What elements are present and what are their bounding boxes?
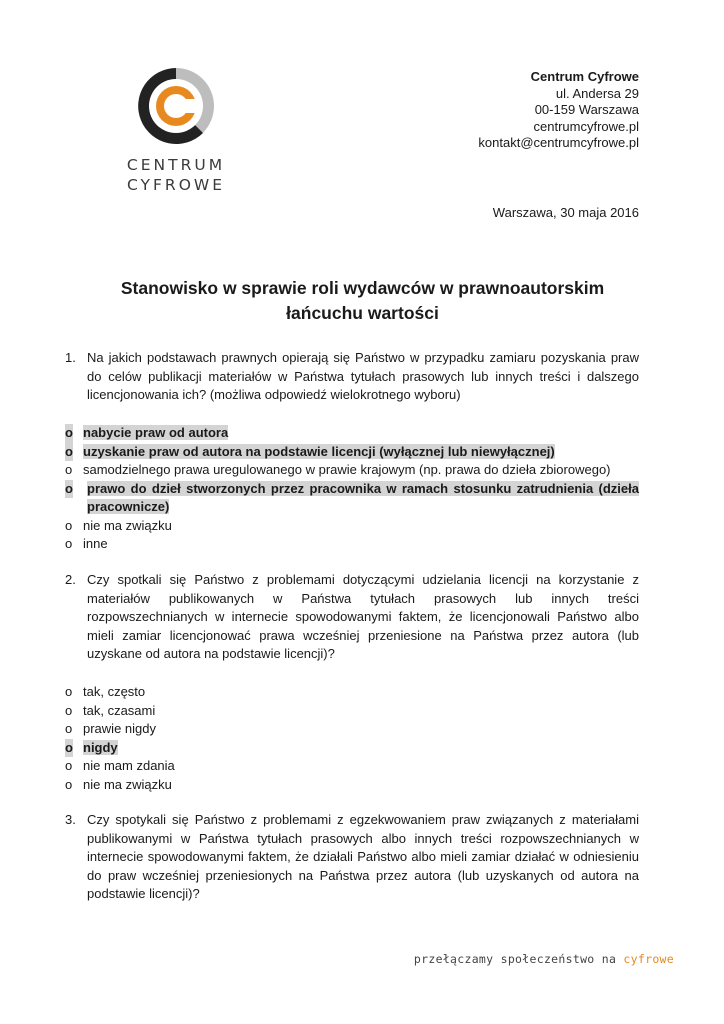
- option-bullet: o: [65, 702, 73, 718]
- option-bullet: o: [65, 776, 73, 792]
- question-text: Czy spotykali się Państwo z problemami z egzekwowaniem praw związanych z materiałami publikowanymi w Państwa tytułach prasowych albo innych treści rozpowszechnianych w internecie spowodowanymi faktem, że działali Państwo albo mieli zamiar działać w odniesieniu do praw wcześniej przeniesionych na Państwa przez autora (lub uzyskanych od autora na podstawie licencji)?: [87, 812, 639, 901]
- option-bullet: o: [65, 480, 73, 499]
- option-label: nabycie praw od autora: [83, 425, 229, 440]
- question-text: Na jakich podstawach prawnych opierają się Państwo w przypadku zamiaru pozyskania praw do celów publikacji materiałów w Państwa tytułach prasowych lub innych treści i dalszego licencjonowania ich? (możliwa odpowiedź wielokrotnego wyboru): [87, 350, 639, 402]
- option-bullet: o: [65, 536, 73, 551]
- logo-c-gap: [176, 99, 198, 113]
- address-web[interactable]: centrumcyfrowe.pl: [533, 118, 639, 134]
- option-item[interactable]: [65, 720, 639, 739]
- question-1: [65, 349, 639, 405]
- option-item[interactable]: [65, 757, 639, 776]
- option-bullet: o: [65, 517, 73, 533]
- option-label: nie ma związku: [83, 776, 172, 792]
- option-bullet: o: [65, 424, 73, 443]
- option-item[interactable]: [65, 535, 639, 554]
- document-title: Stanowisko w sprawie roli wydawców w prawnoautorskim łańcuchu wartości: [120, 278, 605, 323]
- question-number: 2.: [65, 572, 76, 587]
- option-item[interactable]: [65, 443, 639, 462]
- question-number: 1.: [65, 350, 76, 365]
- logo-mark-icon: [136, 66, 216, 146]
- document-date: Warszawa, 30 maja 2016: [492, 205, 639, 220]
- option-bullet: o: [65, 721, 73, 736]
- option-label: nie ma związku: [83, 517, 172, 533]
- footer-slogan: [414, 952, 674, 966]
- option-label: tak, czasami: [83, 702, 156, 718]
- option-item[interactable]: [65, 739, 639, 758]
- option-bullet: o: [65, 684, 73, 699]
- option-label: nie mam zdania: [83, 758, 175, 773]
- footer-text: przełączamy społeczeństwo na: [413, 952, 617, 966]
- option-item[interactable]: [65, 702, 639, 721]
- option-item[interactable]: [65, 776, 639, 795]
- option-label: prawie nigdy: [83, 721, 156, 736]
- question-number: 3.: [65, 812, 76, 827]
- option-label: uzyskanie praw od autora na podstawie licencji (wyłącznej lub niewyłącznej): [83, 443, 555, 459]
- logo-text-line1: CENTRUM: [126, 156, 226, 174]
- question-3: [65, 811, 639, 904]
- question-2-options: [65, 683, 639, 794]
- option-label: tak, często: [83, 684, 146, 699]
- option-bullet: o: [65, 739, 73, 758]
- question-2: [65, 571, 639, 664]
- option-bullet: o: [65, 758, 73, 773]
- address-block: [478, 69, 639, 152]
- option-item[interactable]: [65, 480, 639, 517]
- option-label: prawo do dzieł stworzonych przez pracownika w ramach stosunku zatrudnienia (dzieła pracownicze): [87, 480, 639, 514]
- question-1-options: [65, 424, 639, 554]
- option-item[interactable]: [65, 683, 639, 702]
- option-label: samodzielnego prawa uregulowanego w prawie krajowym (np. prawa do dzieła zbiorowego): [83, 462, 611, 477]
- address-city: 00-159 Warszawa: [534, 102, 639, 117]
- address-email[interactable]: kontakt@centrumcyfrowe.pl: [478, 135, 639, 150]
- option-item[interactable]: [65, 424, 639, 443]
- address-org: Centrum Cyfrowe: [530, 69, 639, 84]
- option-label: nigdy: [83, 739, 118, 755]
- logo-text-line2: CYFROWE: [126, 176, 226, 194]
- option-label: inne: [83, 536, 108, 551]
- option-item[interactable]: [65, 517, 639, 536]
- option-item[interactable]: [65, 461, 639, 480]
- option-bullet: o: [65, 443, 73, 462]
- option-bullet: o: [65, 462, 73, 477]
- question-text: Czy spotkali się Państwo z problemami dotyczącymi udzielania licencji na korzystanie z materiałów publikowanych w Państwa tytułach prasowych lub innych treści rozpowszechnianych w internecie spowodowanymi faktem, że licencjonowali Państwo albo mieli zamiar licencjonować prawa wcześniej przeniesione na Państwa przez autora (lub uzyskane od autora na podstawie licencji)?: [87, 572, 639, 661]
- footer-accent: cyfrowe: [623, 952, 674, 966]
- address-street: ul. Andersa 29: [555, 85, 639, 101]
